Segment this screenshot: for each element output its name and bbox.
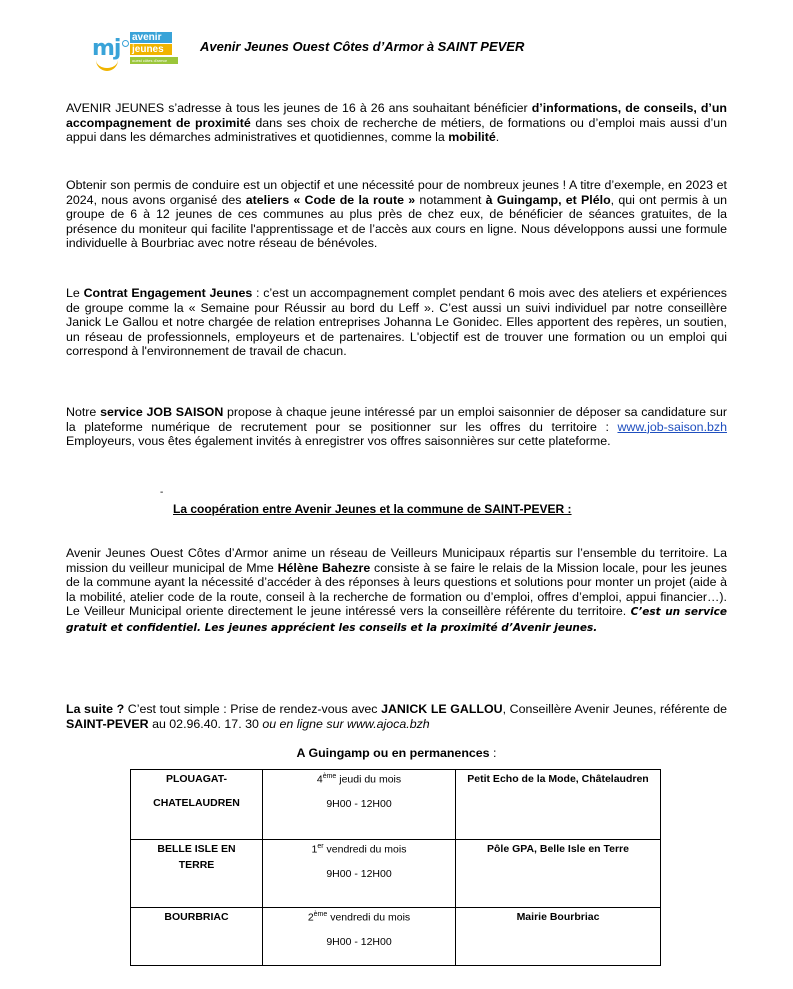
hours-text: 9H00 - 12H00 xyxy=(326,867,392,880)
contact-paragraph xyxy=(66,702,727,731)
page-title: Avenir Jeunes Ouest Côtes d’Armor à SAINT PEVER xyxy=(200,39,525,54)
text: C’est tout simple : Prise de rendez-vous avec xyxy=(124,702,382,716)
text: : xyxy=(489,746,497,760)
ordinal: 1 xyxy=(311,843,318,856)
job-saison-paragraph xyxy=(66,405,727,449)
logo-mark: mj xyxy=(92,36,121,61)
schedule-cell xyxy=(263,840,456,908)
text: Employeurs, vous êtes également invités à enregistrer vos offres saisonnières sur cette plateforme. xyxy=(66,434,611,449)
bold-text: La suite ? xyxy=(66,702,125,716)
text: propose à chaque jeune intéressé par un emploi saisonnier de déposer sa candidature sur la plateforme numérique de recrutement pour se positionner sur les offres du territoire : xyxy=(66,405,728,434)
place-cell xyxy=(131,840,263,908)
bold-text: Contrat Engagement Jeunes xyxy=(83,286,253,300)
bold-text: SAINT-PEVER xyxy=(66,716,149,731)
place-text: TERRE xyxy=(178,859,215,871)
bold-text: mobilité xyxy=(448,130,496,145)
logo-line1: avenir xyxy=(130,32,172,43)
table-row xyxy=(131,908,661,966)
bold-text: service JOB SAISON xyxy=(100,405,224,419)
day-label: jeudi du mois xyxy=(336,773,402,786)
day-label: vendredi du mois xyxy=(327,911,411,924)
text: dans ses choix de recherche de métiers, de formations ou d’emploi mais aussi d’un appui dans les démarches administratives et quotidiennes, comme la xyxy=(66,115,727,145)
text: notamment xyxy=(415,192,486,207)
italic-note: C’est un service gratuit et confidentiel. Les jeunes apprécient les conseils et la proximité d’Avenir jeunes. xyxy=(66,606,728,634)
place-text: BOURBRIAC xyxy=(164,911,229,923)
day-text xyxy=(267,843,451,856)
logo-dot-icon xyxy=(122,40,129,47)
cooperation-heading: La coopération entre Avenir Jeunes et la commune de SAINT-PEVER : xyxy=(173,502,572,516)
hours-text: 9H00 - 12H00 xyxy=(326,935,392,948)
text: Notre xyxy=(66,405,101,419)
bold-text: Hélène Bahezre xyxy=(277,560,371,575)
bold-text: d’informations, de conseils, d’un accompagnement de proximité xyxy=(66,101,727,130)
bold-text: JANICK LE GALLOU xyxy=(381,702,503,716)
venue-cell: Pôle GPA, Belle Isle en Terre xyxy=(456,840,661,908)
text: consiste à se faire le relais de la Mission locale, pour les jeunes de la commune ayant la nécessité d’accéder à des réponses à leurs questions et solutions pour monter un projet (aide à la mobilité, atelier code de la route, conseil à la recherche de formation ou d’emploi, offres d’emploi, appui financier…). Le Veilleur Municipal oriente directement le jeune intéressé vers la conseillère référente du territoire. xyxy=(66,560,727,619)
bold-text: ateliers « Code de la route » xyxy=(245,192,416,207)
permanences-table xyxy=(130,769,661,966)
intro-paragraph xyxy=(66,101,727,145)
ordinal: 2 xyxy=(307,911,314,924)
text: : c’est un accompagnement complet pendant 6 mois avec des ateliers et expériences de groupe comme la « Semaine pour Réussir au bord du Leff ». C’est aussi un suivi individuel par notre conseillère Janick Le Gallou et notre chargée de relation entreprises Johanna Le Gonidec. Elles apportent des repères, un soutien, un réseau de professionnels, employeurs et de partenaires. L'objectif est de trouver une formation ou un emploi qui correspond à l'environnement de travail de chacun. xyxy=(66,286,727,359)
text: Le xyxy=(66,286,84,300)
logo-line2: jeunes xyxy=(130,44,172,55)
permanences-heading xyxy=(0,746,793,760)
text: AVENIR JEUNES s’adresse à tous les jeunes de 16 à 26 ans souhaitant bénéficier xyxy=(66,101,532,115)
italic-text: ou en ligne sur www.ajoca.bzh xyxy=(262,716,430,731)
cej-paragraph xyxy=(66,286,727,359)
place-text: CHATELAUDREN xyxy=(153,797,240,809)
text: . xyxy=(495,130,500,145)
text: , Conseillère Avenir Jeunes, référente de xyxy=(502,702,728,716)
day-text xyxy=(267,911,451,924)
text: Avenir Jeunes Ouest Côtes d’Armor anime un réseau de Veilleurs Municipaux répartis sur l’ensemble du territoire. La mission du veilleur municipal de Mme xyxy=(66,546,727,575)
bold-text: A Guingamp ou en permanences xyxy=(296,746,490,760)
bold-text: à Guingamp, et Plélo xyxy=(485,192,611,207)
schedule-cell xyxy=(263,908,456,966)
table-row xyxy=(131,770,661,840)
schedule-cell xyxy=(263,770,456,840)
day-text xyxy=(267,773,451,786)
hours-text: 9H00 - 12H00 xyxy=(326,797,392,810)
day-label: vendredi du mois xyxy=(323,843,407,856)
venue-cell: Petit Echo de la Mode, Châtelaudren xyxy=(456,770,661,840)
text: Obtenir son permis de conduire est un objectif et une nécessité pour de nombreux jeunes ! A titre d’exemple, en 2023 et 2024, nous avons organisé des xyxy=(66,178,727,207)
logo-line3: ouest côtes d'armor xyxy=(130,57,178,64)
ordinal: 4 xyxy=(316,773,323,786)
venue-cell: Mairie Bourbriac xyxy=(456,908,661,966)
permis-paragraph xyxy=(66,178,727,251)
veilleur-paragraph xyxy=(66,546,727,636)
place-text: BELLE ISLE EN xyxy=(157,843,236,855)
text: , qui ont permis à un groupe de 6 à 12 jeunes de ces communes au plus près de chez eux, de bénéficier de séances gratuites, de la présence du moniteur qui facilite l'apprentissage et de l’accès aux cours en ligne. Nous développons aussi une formule individuelle à Bourbriac avec notre réseau de bénévoles. xyxy=(66,192,727,251)
job-saison-link[interactable]: www.job-saison.bzh xyxy=(617,419,727,434)
text: au 02.96.40. 17. 30 xyxy=(148,716,263,731)
table-row xyxy=(131,840,661,908)
ordinal-suffix: er xyxy=(317,843,324,850)
ordinal-suffix: ème xyxy=(322,773,337,780)
dash-marker: - xyxy=(160,487,164,498)
place-text: PLOUAGAT- xyxy=(165,773,228,785)
avenir-jeunes-logo xyxy=(92,30,184,70)
place-cell xyxy=(131,770,263,840)
place-cell xyxy=(131,908,263,966)
ordinal-suffix: ème xyxy=(313,911,328,918)
logo-smile-icon xyxy=(96,58,118,71)
